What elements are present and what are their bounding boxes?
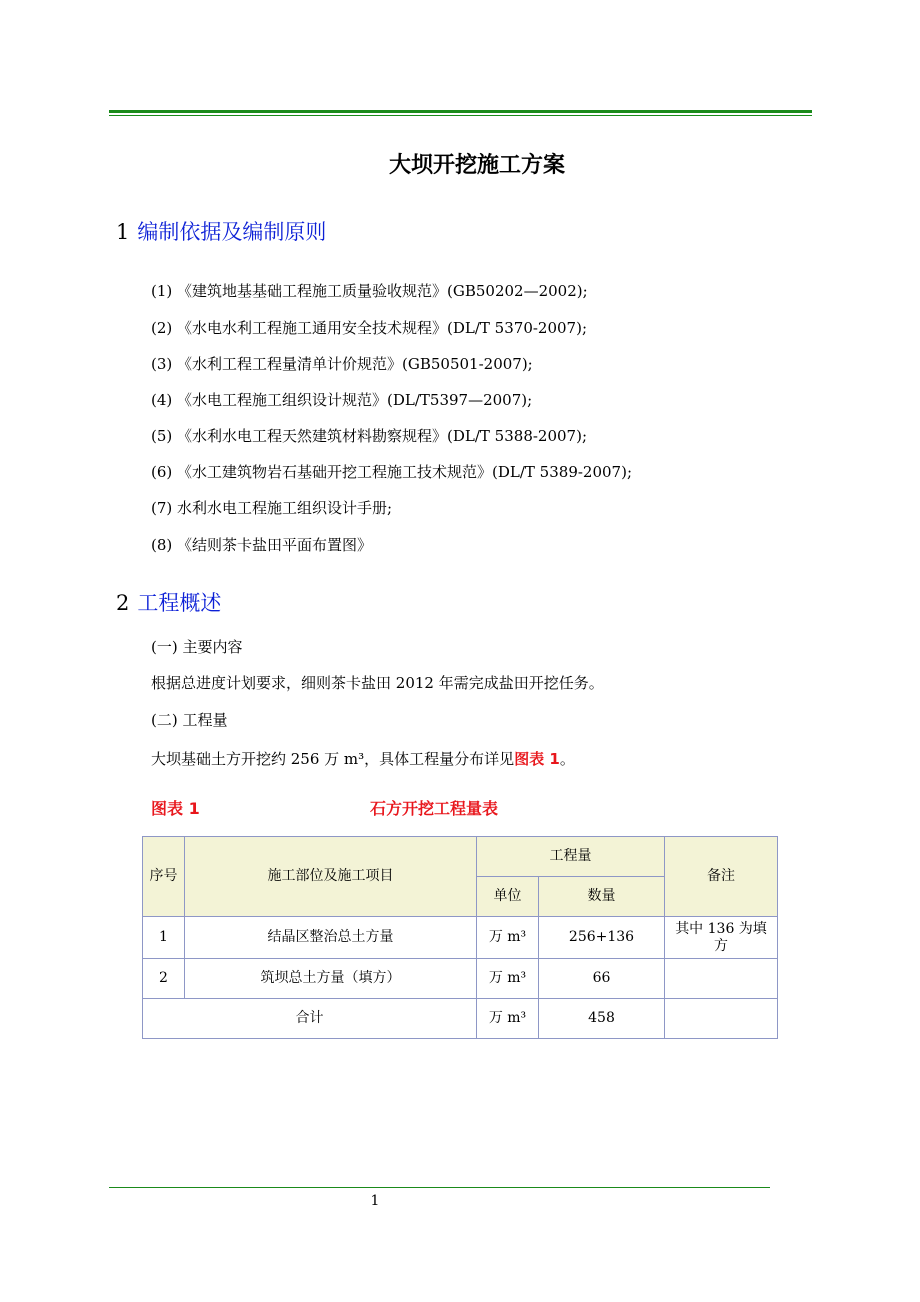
reference-item: (6) 《水工建筑物岩石基础开挖工程施工技术规范》(DL/T 5389-2007);	[151, 463, 633, 481]
paragraph-quantity-end: 。	[559, 750, 575, 768]
page-number: 1	[370, 1193, 380, 1209]
section-2-heading	[116, 587, 221, 617]
reference-item: (8) 《结则茶卡盐田平面布置图》	[151, 536, 373, 554]
section-2-number: 2	[116, 591, 130, 615]
table-caption-label: 图表 1	[151, 799, 200, 818]
footer-rule	[109, 1187, 770, 1188]
table-header-row	[143, 837, 778, 877]
cell-total-unit: 万 m³	[477, 999, 539, 1039]
paragraph-schedule: 根据总进度计划要求，细则茶卡盐田 2012 年需完成盐田开挖任务。	[151, 674, 604, 692]
header-rule-thin	[109, 115, 812, 116]
document-title: 大坝开挖施工方案	[388, 152, 565, 178]
section-1-heading	[116, 216, 326, 246]
cell-note	[665, 959, 778, 999]
reference-item: (4) 《水电工程施工组织设计规范》(DL/T5397—2007);	[151, 391, 533, 409]
subsection-quantity: (二) 工程量	[151, 711, 228, 729]
reference-item: (2) 《水电水利工程施工通用安全技术规程》(DL/T 5370-2007);	[151, 319, 588, 337]
header-note: 备注	[665, 837, 778, 917]
table-caption-title: 石方开挖工程量表	[370, 799, 499, 818]
cell-item: 筑坝总土方量（填方）	[185, 959, 477, 999]
section-2-title: 工程概述	[137, 591, 222, 615]
cell-unit: 万 m³	[477, 959, 539, 999]
table-row	[143, 959, 778, 999]
cell-item: 结晶区整治总土方量	[185, 917, 477, 959]
paragraph-quantity-text: 大坝基础土方开挖约 256 万 m³，具体工程量分布详见	[151, 750, 515, 768]
header-rule-thick	[109, 110, 812, 113]
table-row	[143, 917, 778, 959]
section-1-title: 编制依据及编制原则	[137, 220, 327, 244]
cell-total-label: 合计	[143, 999, 477, 1039]
cell-note: 其中 136 为填方	[665, 917, 778, 959]
cell-amount: 66	[539, 959, 665, 999]
figure-reference: 图表 1	[514, 750, 560, 768]
cell-seq: 2	[143, 959, 185, 999]
subsection-main-content: (一) 主要内容	[151, 638, 243, 656]
header-quantity: 工程量	[477, 837, 665, 877]
header-item: 施工部位及施工项目	[185, 837, 477, 917]
reference-item: (1) 《建筑地基基础工程施工质量验收规范》(GB50202—2002);	[151, 282, 588, 300]
cell-unit: 万 m³	[477, 917, 539, 959]
quantity-table	[142, 836, 778, 1039]
cell-seq: 1	[143, 917, 185, 959]
cell-total-amount: 458	[539, 999, 665, 1039]
table-total-row	[143, 999, 778, 1039]
cell-amount: 256+136	[539, 917, 665, 959]
reference-item: (3) 《水利工程工程量清单计价规范》(GB50501-2007);	[151, 355, 533, 373]
section-1-number: 1	[116, 220, 130, 244]
reference-item: (7) 水利水电工程施工组织设计手册;	[151, 499, 393, 517]
cell-total-note	[665, 999, 778, 1039]
header-amount: 数量	[539, 877, 665, 917]
header-unit: 单位	[477, 877, 539, 917]
reference-item: (5) 《水利水电工程天然建筑材料勘察规程》(DL/T 5388-2007);	[151, 427, 588, 445]
header-seq: 序号	[143, 837, 185, 917]
paragraph-quantity	[151, 748, 575, 769]
